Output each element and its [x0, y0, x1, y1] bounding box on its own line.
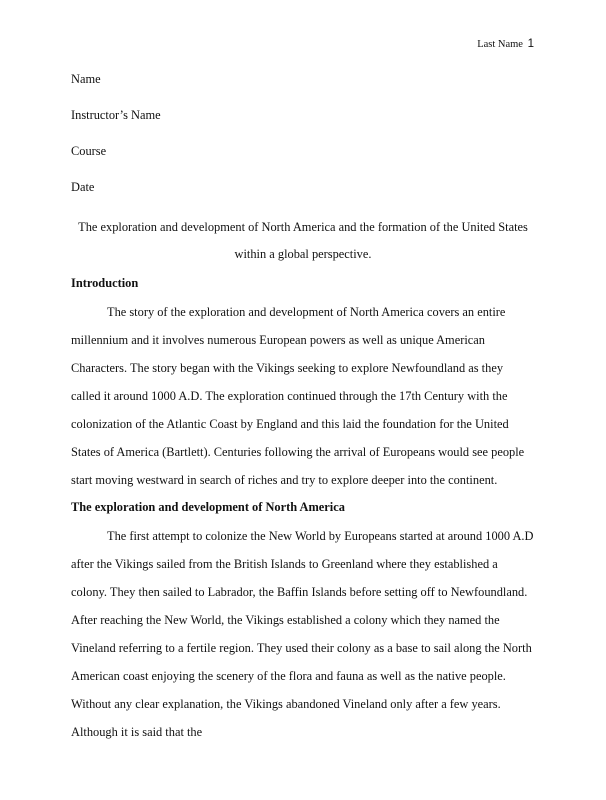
section-heading-introduction: Introduction — [71, 276, 139, 290]
section-heading-exploration: The exploration and development of North America — [71, 500, 345, 514]
section-paragraph-introduction: The story of the exploration and development of North America covers an entire millennium and it involves numerous European powers as well as unique American Characters. The story began with the Vikings seeking to explore Newfoundland as they called it around 1000 A.D. The exploration continued through the 17th Century with the colonization of the Atlantic Coast by England and this laid the foundation for the United States of America (Bartlett). Centuries following the arrival of Europeans would see people start moving westward in search of riches and try to explore deeper into the continent. — [71, 305, 525, 487]
section-paragraph-exploration: The first attempt to colonize the New World by Europeans started at around 1000 A.D after the Vikings sailed from the British Islands to Greenland where they established a colony. They then sailed to Labrador, the Baffin Islands before setting off to Newfoundland. After reaching the New World, the Vikings established a colony which they named the Vineland referring to a fertile region. They used their colony as a base to sail along the North American coast enjoying the scenery of the flora and fauna as well as the native people. Without any clear explanation, the Vikings abandoned Vineland only after a few years. Although it is said that the — [71, 529, 534, 739]
course-name: Course — [71, 144, 107, 158]
running-head-last-name: Last Name — [477, 39, 523, 50]
instructor-name: Instructor’s Name — [71, 108, 161, 122]
running-head — [477, 38, 534, 50]
document-body — [71, 70, 535, 746]
student-name: Name — [71, 72, 101, 86]
date-line: Date — [71, 180, 95, 194]
paper-title: The exploration and development of North America and the formation of the United States within a global perspective. — [78, 220, 528, 261]
page-number: 1 — [527, 38, 534, 50]
